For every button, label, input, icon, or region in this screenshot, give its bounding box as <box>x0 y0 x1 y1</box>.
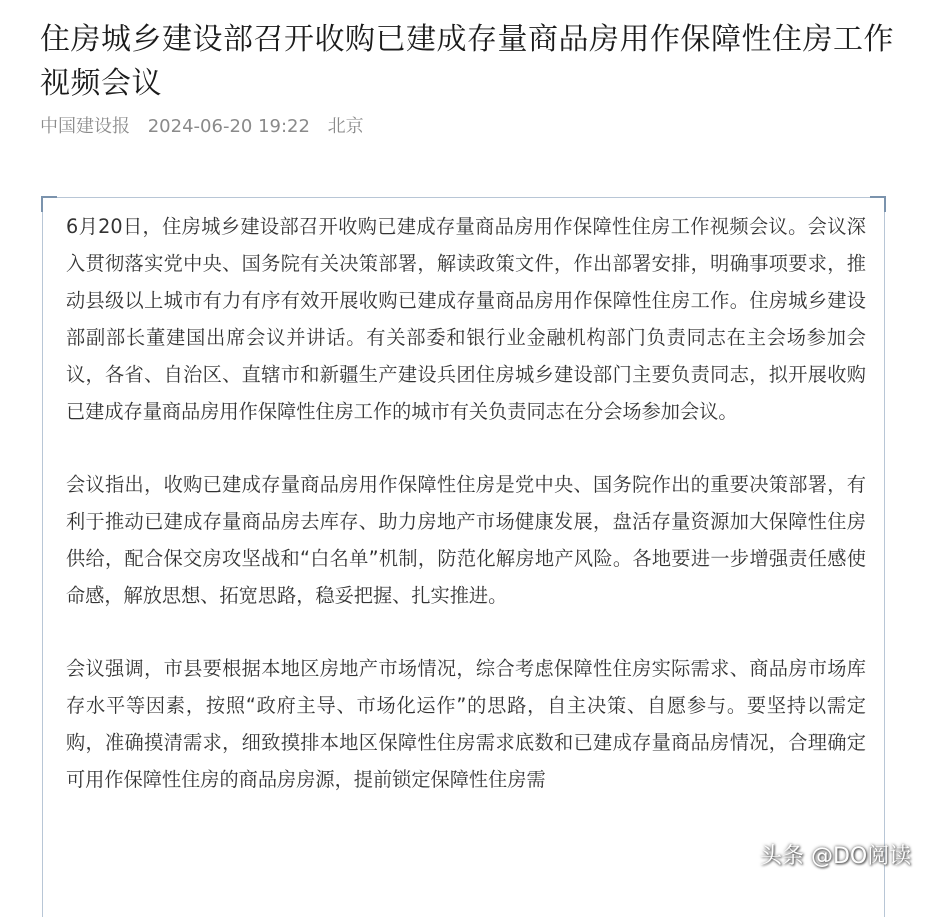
frame-corner-top-right <box>870 196 886 212</box>
article-body <box>66 208 866 834</box>
article-paragraph: 6月20日，住房城乡建设部召开收购已建成存量商品房用作保障性住房工作视频会议。会议深入贯彻落实党中央、国务院有关决策部署，解读政策文件，作出部署安排，明确事项要求，推动县级以上城市有力有序有效开展收购已建成存量商品房用作保障性住房工作。住房城乡建设部副部长董建国出席会议并讲话。有关部委和银行业金融机构部门负责同志在主会场参加会议，各省、自治区、直辖市和新疆生产建设兵团住房城乡建设部门主要负责同志，拟开展收购已建成存量商品房用作保障性住房工作的城市有关负责同志在分会场参加会议。 <box>66 215 866 423</box>
article-location: 北京 <box>327 116 364 137</box>
article-title: 住房城乡建设部召开收购已建成存量商品房用作保障性住房工作视频会议 <box>40 22 894 101</box>
article-source[interactable]: 中国建设报 <box>40 116 130 137</box>
frame-corner-top-left <box>41 196 57 212</box>
article-meta <box>40 115 376 139</box>
article-datetime: 2024-06-20 19:22 <box>147 116 310 137</box>
article-paragraph: 会议强调，市县要根据本地区房地产市场情况，综合考虑保障性住房实际需求、商品房市场库存水平等因素，按照“政府主导、市场化运作”的思路，自主决策、自愿参与。要坚持以需定购，准确摸清需求，细致摸排本地区保障性住房需求底数和已建成存量商品房情况，合理确定可用作保障性住房的商品房房源，提前锁定保障性住房需 <box>66 657 866 791</box>
article-paragraph: 会议指出，收购已建成存量商品房用作保障性住房是党中央、国务院作出的重要决策部署，有利于推动已建成存量商品房去库存、助力房地产市场健康发展，盘活存量资源加大保障性住房供给，配合保交房攻坚战和“白名单”机制，防范化解房地产风险。各地要进一步增强责任感使命感，解放思想、拓宽思路，稳妥把握、扎实推进。 <box>66 473 866 607</box>
watermark: 头条 @DO阅读 <box>760 844 912 869</box>
